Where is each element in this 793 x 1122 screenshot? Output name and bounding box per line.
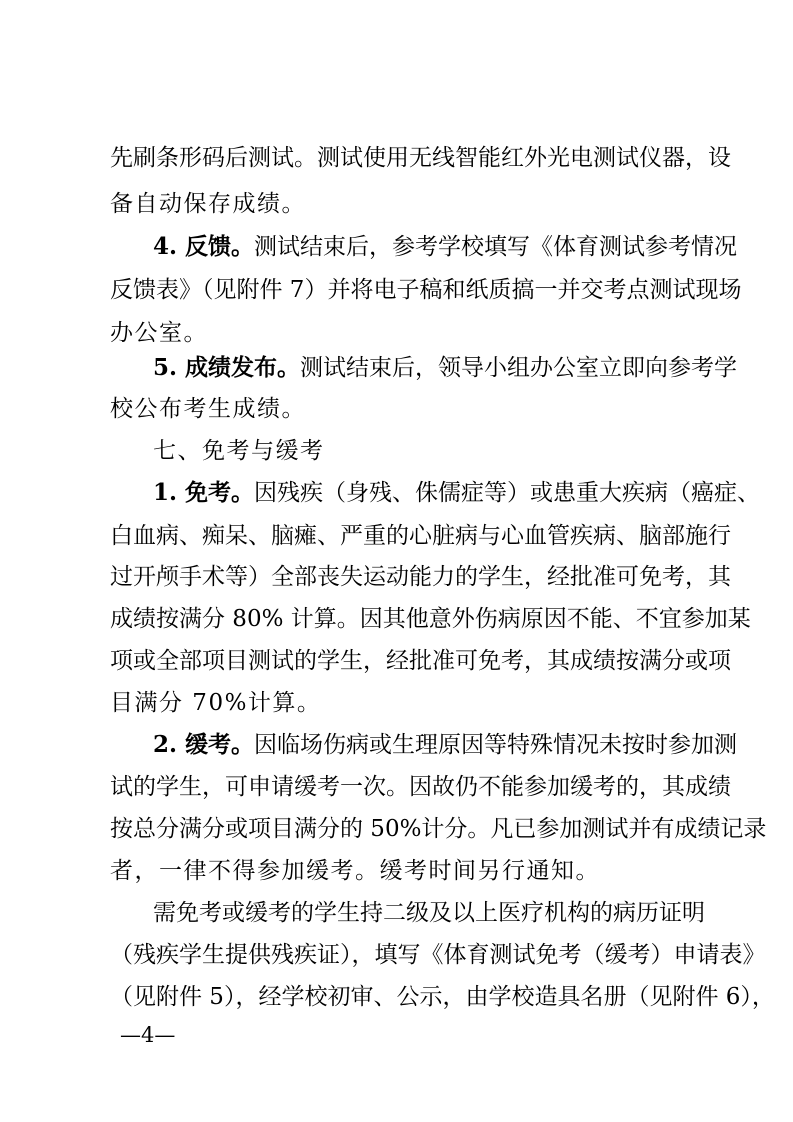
paragraph-text: 因残疾（身残、侏儒症等）或患重大疾病（癌症、 — [254, 480, 761, 506]
page-number: —4— — [120, 1023, 176, 1047]
paragraph-first-line — [153, 232, 738, 262]
item-heading: 5. 成绩发布。 — [153, 354, 301, 381]
paragraph-text: 测试结束后，参考学校填写《体育测试参考情况 — [254, 234, 738, 260]
paragraph-line: 项或全部项目测试的学生，经批准可免考，其成绩按满分或项 — [110, 648, 731, 674]
item-heading: 2. 缓考。 — [153, 731, 255, 758]
paragraph-line: 过开颅手术等）全部丧失运动能力的学生，经批准可免考，其 — [110, 564, 731, 590]
paragraph-line: 按总分满分或项目满分的 50%计分。凡已参加测试并有成绩记录 — [110, 816, 767, 842]
paragraph-line: 白血病、痴呆、脑瘫、严重的心脏病与心血管疾病、脑部施行 — [110, 523, 731, 549]
paragraph-line: （见附件 5），经学校初审、公示，由学校造具名册（见附件 6）， — [110, 984, 775, 1010]
paragraph-line: 试的学生，可申请缓考一次。因故仍不能参加缓考的，其成绩 — [110, 774, 731, 800]
paragraph-text: 因临场伤病或生理原因等特殊情况未按时参加测 — [254, 732, 738, 758]
paragraph-first-line — [153, 730, 738, 760]
paragraph-line: 者，一律不得参加缓考。缓考时间另行通知。 — [110, 858, 600, 884]
paragraph-line: 反馈表》（见附件 7）并将电子稿和纸质搞一并交考点测试现场 — [110, 277, 742, 303]
paragraph-line: 备自动保存成绩。 — [110, 191, 306, 217]
paragraph-line: 目满分 70%计算。 — [110, 690, 322, 716]
item-heading: 1. 免考。 — [153, 479, 255, 506]
paragraph-text: 测试结束后，领导小组办公室立即向参考学 — [300, 355, 738, 381]
item-heading: 4. 反馈。 — [153, 233, 255, 260]
paragraph-line: （残疾学生提供残疾证），填写《体育测试免考（缓考）申请表》 — [110, 942, 766, 968]
section-heading: 七、免考与缓考 — [153, 438, 325, 464]
paragraph-line: 校公布考生成绩。 — [110, 396, 306, 422]
paragraph-first-line: 需免考或缓考的学生持二级及以上医疗机构的病历证明 — [153, 900, 705, 926]
paragraph-first-line — [153, 478, 761, 508]
paragraph-line: 办公室。 — [110, 320, 208, 346]
paragraph-line: 先刷条形码后测试。测试使用无线智能红外光电测试仪器，设 — [110, 145, 731, 171]
paragraph-line: 成绩按满分 80% 计算。因其他意外伤病原因不能、不宜参加某 — [110, 606, 751, 632]
paragraph-first-line — [153, 353, 738, 383]
